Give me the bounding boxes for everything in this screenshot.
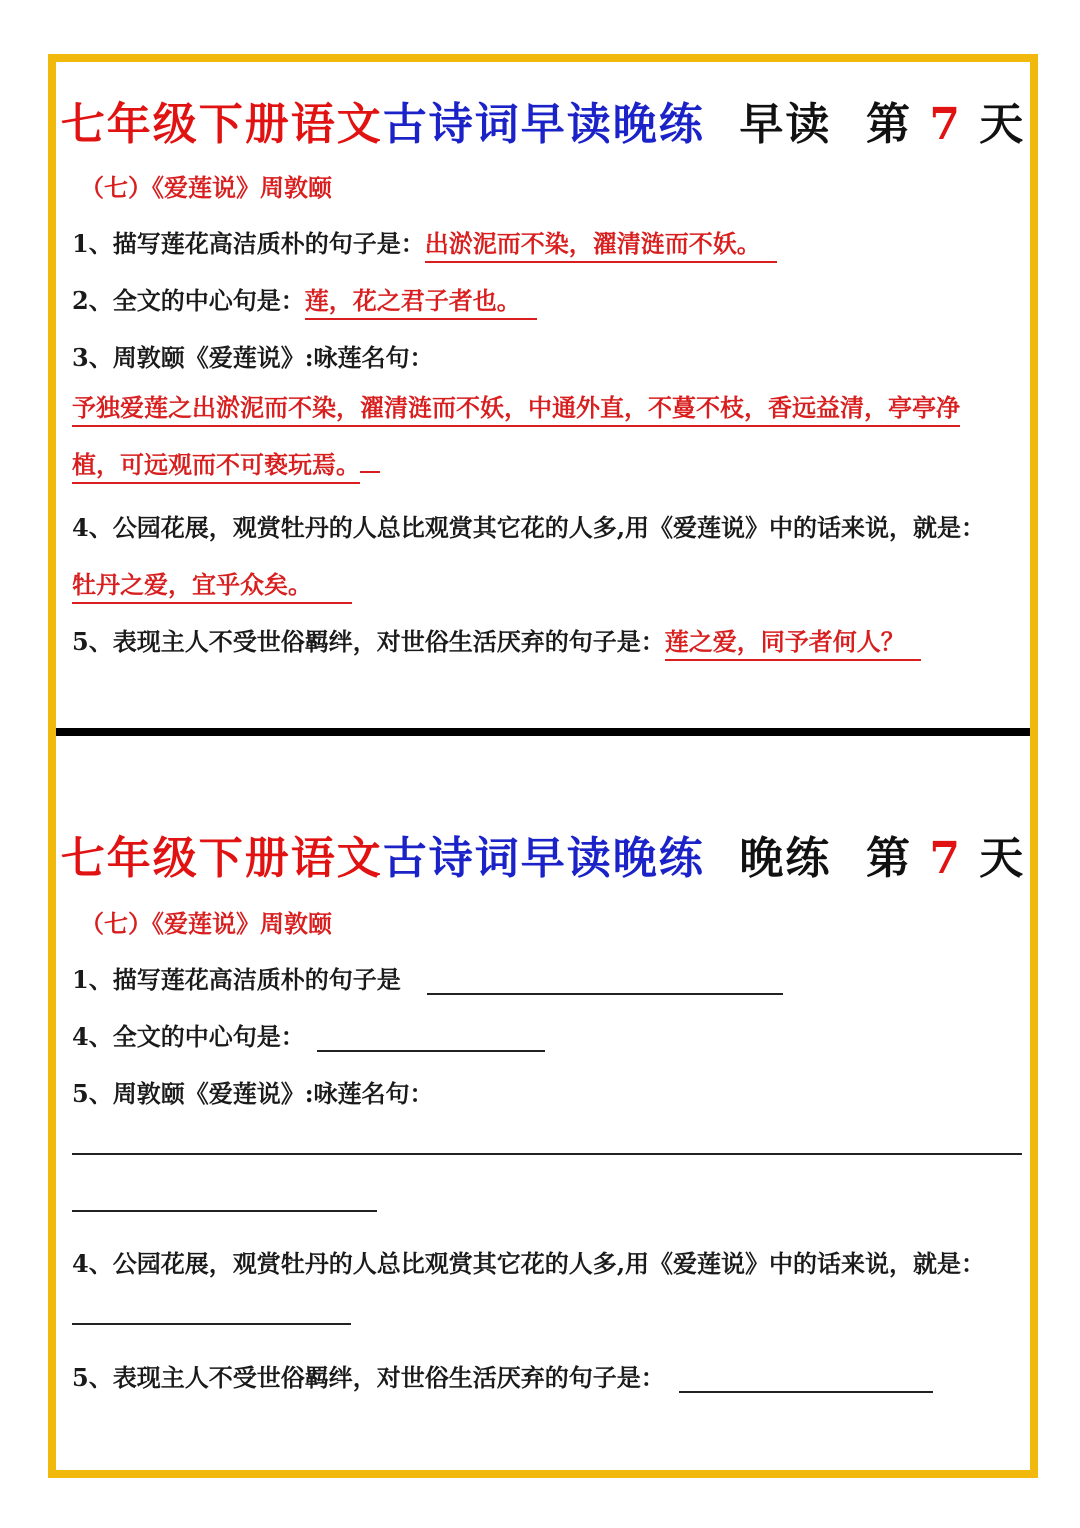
question-5 bbox=[72, 622, 921, 657]
title-day-prefix: 第 bbox=[866, 833, 912, 884]
title-day-number: 7 bbox=[929, 99, 962, 150]
question-2 bbox=[72, 281, 537, 316]
answer-blank-1[interactable] bbox=[427, 965, 783, 995]
answer-3-line-1: 予独爱莲之出淤泥而不染，濯清涟而不妖，中通外直，不蔓不枝，香远益清，亭亭净 bbox=[72, 393, 960, 427]
practice-question-3-text: 5、周敦颐《爱莲说》:咏莲名句： bbox=[72, 1079, 434, 1108]
practice-question-5-text: 5、表现主人不受世俗羁绊，对世俗生活厌弃的句子是： bbox=[72, 1363, 665, 1392]
page-frame bbox=[48, 54, 1038, 1478]
answer-2: 莲，花之君子者也。 bbox=[305, 286, 537, 320]
page-title-evening bbox=[56, 822, 1030, 886]
section-divider bbox=[56, 728, 1030, 736]
answer-1: 出淤泥而不染，濯清涟而不妖。 bbox=[425, 229, 777, 263]
question-3 bbox=[72, 338, 434, 373]
answer-blank-5[interactable] bbox=[679, 1363, 933, 1393]
question-3-text: 3、周敦颐《爱莲说》:咏莲名句： bbox=[72, 343, 434, 372]
question-1-text: 1、描写莲花高洁质朴的句子是： bbox=[72, 229, 425, 258]
title-mode: 早读 bbox=[739, 99, 832, 150]
title-mode: 晚练 bbox=[739, 833, 832, 884]
answer-5: 莲之爱，同予者何人？ bbox=[665, 627, 921, 661]
practice-question-4 bbox=[72, 1244, 985, 1279]
question-1 bbox=[72, 224, 777, 259]
question-2-text: 2、全文的中心句是： bbox=[72, 286, 305, 315]
question-4 bbox=[72, 508, 985, 543]
lesson-subtitle-evening: （七）《爱莲说》周敦颐 bbox=[80, 909, 332, 938]
title-series: 古诗词早读晚练 bbox=[382, 99, 705, 150]
title-grade: 七年级下册语文 bbox=[60, 99, 383, 150]
practice-question-2-text: 4、全文的中心句是： bbox=[72, 1022, 305, 1051]
title-day-number: 7 bbox=[929, 833, 962, 884]
answer-blank-3-line-1[interactable] bbox=[72, 1153, 1022, 1155]
answer-3-line-2: 植，可远观而不可亵玩焉。 bbox=[72, 450, 360, 484]
practice-question-4-text: 4、公园花展，观赏牡丹的人总比观赏其它花的人多,用《爱莲说》中的话来说，就是： bbox=[72, 1249, 986, 1278]
answer-4: 牡丹之爱，宜乎众矣。 bbox=[72, 570, 352, 604]
answer-blank-3-line-2[interactable] bbox=[72, 1210, 377, 1212]
practice-question-1-text: 1、描写莲花高洁质朴的句子是 bbox=[72, 965, 401, 994]
title-day-prefix: 第 bbox=[866, 99, 912, 150]
page-title bbox=[56, 88, 1030, 152]
title-day-suffix: 天 bbox=[979, 833, 1026, 884]
practice-question-2 bbox=[72, 1017, 545, 1052]
question-4-text: 4、公园花展，观赏牡丹的人总比观赏其它花的人多,用《爱莲说》中的话来说，就是： bbox=[72, 513, 986, 542]
answer-blank-4[interactable] bbox=[72, 1323, 351, 1325]
lesson-subtitle: （七）《爱莲说》周敦颐 bbox=[80, 173, 332, 202]
answer-blank-2[interactable] bbox=[317, 1022, 545, 1052]
title-series: 古诗词早读晚练 bbox=[382, 833, 705, 884]
title-grade: 七年级下册语文 bbox=[60, 833, 383, 884]
title-day-suffix: 天 bbox=[979, 99, 1026, 150]
practice-question-3 bbox=[72, 1074, 434, 1109]
practice-question-5 bbox=[72, 1358, 933, 1393]
practice-question-1 bbox=[72, 960, 783, 995]
question-5-text: 5、表现主人不受世俗羁绊，对世俗生活厌弃的句子是： bbox=[72, 627, 665, 656]
answer-4-row bbox=[72, 565, 352, 600]
answer-3 bbox=[72, 379, 1022, 493]
